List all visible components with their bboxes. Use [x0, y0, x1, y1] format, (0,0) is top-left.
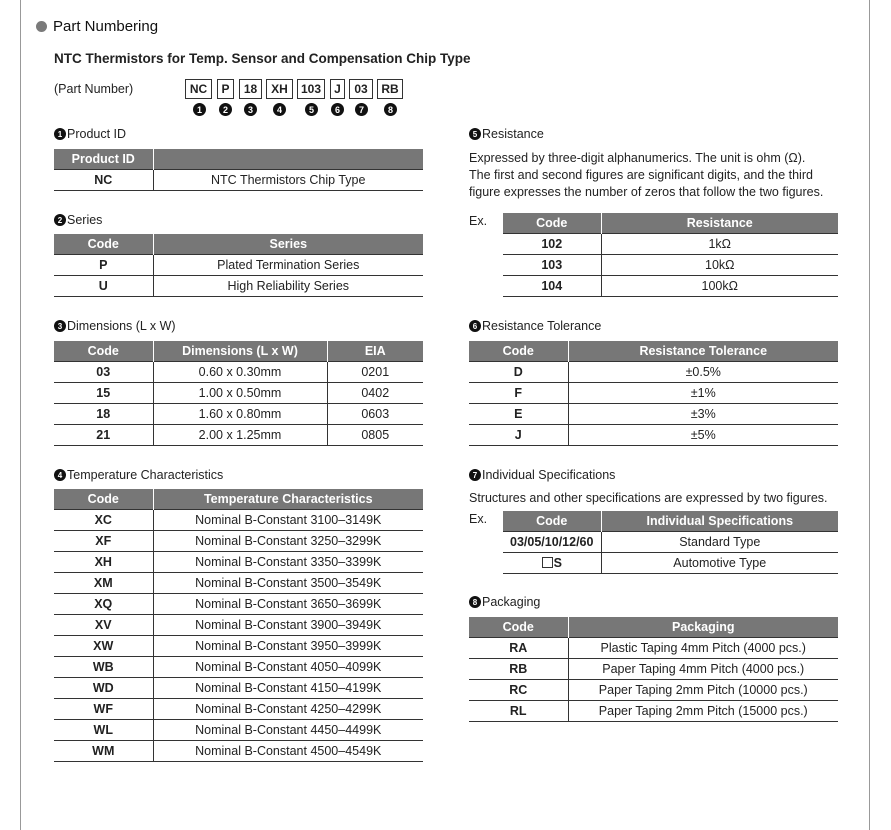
value-cell: Nominal B-Constant 3900–3949K	[153, 615, 423, 636]
value-cell: Nominal B-Constant 3650–3699K	[153, 594, 423, 615]
table-header: Resistance Tolerance	[568, 341, 838, 362]
pn-segment: J	[330, 79, 345, 99]
table-row	[54, 678, 423, 699]
table-row	[469, 638, 838, 659]
value-cell: 1.00 x 0.50mm	[153, 383, 327, 404]
value-cell: Plastic Taping 4mm Pitch (4000 pcs.)	[568, 638, 838, 659]
table-header: Code	[469, 341, 568, 362]
part-number-label: (Part Number)	[54, 82, 134, 96]
table-row	[469, 659, 838, 680]
pn-number-badge: 1	[193, 103, 206, 116]
series-table	[54, 234, 423, 297]
code-cell: 03	[54, 362, 153, 383]
table-row	[54, 276, 423, 297]
eia-cell: 0201	[327, 362, 423, 383]
code-cell: WB	[54, 657, 153, 678]
table-header	[153, 149, 423, 170]
code-cell: RL	[469, 701, 568, 722]
number-badge: 7	[469, 469, 481, 481]
pn-segment: NC	[185, 79, 212, 99]
code-cell: WL	[54, 720, 153, 741]
section-title-series: 2 Series	[54, 213, 102, 227]
table-row	[503, 553, 838, 574]
value-cell: Nominal B-Constant 4250–4299K	[153, 699, 423, 720]
code-cell: 18	[54, 404, 153, 425]
table-header: Packaging	[568, 617, 838, 638]
table-row	[54, 510, 423, 531]
table-row	[54, 720, 423, 741]
number-badge: 1	[54, 128, 66, 140]
value-cell: High Reliability Series	[153, 276, 423, 297]
table-header: Individual Specifications	[601, 511, 838, 532]
value-cell: 1kΩ	[601, 234, 838, 255]
value-cell: ±3%	[568, 404, 838, 425]
section-title-individual: 7 Individual Specifications	[469, 468, 615, 482]
code-cell: P	[54, 255, 153, 276]
table-row	[54, 170, 423, 191]
value-cell: Plated Termination Series	[153, 255, 423, 276]
value-cell: ±5%	[568, 425, 838, 446]
example-label: Ex.	[469, 214, 488, 228]
table-row	[469, 362, 838, 383]
table-header: Code	[54, 341, 153, 362]
table-header: Resistance	[601, 213, 838, 234]
code-cell: J	[469, 425, 568, 446]
eia-cell: 0603	[327, 404, 423, 425]
pn-number-badge: 6	[331, 103, 344, 116]
table-row	[54, 594, 423, 615]
section-title-resistance: 5 Resistance	[469, 127, 544, 141]
value-cell: Paper Taping 4mm Pitch (4000 pcs.)	[568, 659, 838, 680]
table-row	[54, 255, 423, 276]
table-row	[503, 255, 838, 276]
pn-number-badge: 5	[305, 103, 318, 116]
code-cell: 15	[54, 383, 153, 404]
number-badge: 5	[469, 128, 481, 140]
temperature-table	[54, 489, 423, 762]
table-header: Series	[153, 234, 423, 255]
table-header: Code	[54, 234, 153, 255]
code-cell: RC	[469, 680, 568, 701]
section-title-product-id: 1 Product ID	[54, 127, 126, 141]
section-title-dimensions: 3 Dimensions (L x W)	[54, 319, 176, 333]
table-header: Code	[54, 489, 153, 510]
number-badge: 8	[469, 596, 481, 608]
table-row	[54, 699, 423, 720]
table-row	[54, 573, 423, 594]
code-cell: 21	[54, 425, 153, 446]
eia-cell: 0402	[327, 383, 423, 404]
value-cell: Nominal B-Constant 3500–3549K	[153, 573, 423, 594]
code-cell: D	[469, 362, 568, 383]
table-row	[54, 741, 423, 762]
value-cell: ±1%	[568, 383, 838, 404]
pn-segment: 03	[349, 79, 373, 99]
code-cell: XF	[54, 531, 153, 552]
value-cell: Standard Type	[601, 532, 838, 553]
code-cell: 102	[503, 234, 601, 255]
section-title-temperature: 4 Temperature Characteristics	[54, 468, 223, 482]
table-row	[54, 636, 423, 657]
code-cell: WM	[54, 741, 153, 762]
value-cell: Nominal B-Constant 4050–4099K	[153, 657, 423, 678]
pn-number-badge: 8	[384, 103, 397, 116]
table-row	[469, 425, 838, 446]
table-row	[54, 615, 423, 636]
code-cell: RB	[469, 659, 568, 680]
resistance-description: Expressed by three-digit alphanumerics. The unit is ohm (Ω). The first and second figures are significant digits, and the third figure expresses the number of zeros that follow the two figures.	[469, 151, 824, 199]
table-row	[54, 425, 423, 446]
table-header: Temperature Characteristics	[153, 489, 423, 510]
number-badge: 3	[54, 320, 66, 332]
example-label: Ex.	[469, 512, 488, 526]
code-cell: U	[54, 276, 153, 297]
page-title-text: Part Numbering	[53, 18, 159, 35]
table-header: Code	[503, 511, 601, 532]
table-row	[503, 532, 838, 553]
value-cell: Nominal B-Constant 3100–3149K	[153, 510, 423, 531]
table-row	[469, 383, 838, 404]
table-row	[469, 404, 838, 425]
section-title-packaging: 8 Packaging	[469, 595, 540, 609]
table-row	[54, 657, 423, 678]
table-row	[54, 383, 423, 404]
individual-table	[503, 511, 838, 574]
table-row	[54, 404, 423, 425]
value-cell: 100kΩ	[601, 276, 838, 297]
value-cell: Paper Taping 2mm Pitch (15000 pcs.)	[568, 701, 838, 722]
number-badge: 4	[54, 469, 66, 481]
subtitle: NTC Thermistors for Temp. Sensor and Compensation Chip Type	[54, 51, 471, 66]
value-cell: Automotive Type	[601, 553, 838, 574]
table-row	[54, 531, 423, 552]
value-cell: Nominal B-Constant 3950–3999K	[153, 636, 423, 657]
pn-number-badge: 4	[273, 103, 286, 116]
table-row	[54, 362, 423, 383]
value-cell: ±0.5%	[568, 362, 838, 383]
dimensions-table	[54, 341, 423, 446]
value-cell: Nominal B-Constant 3350–3399K	[153, 552, 423, 573]
code-cell: XM	[54, 573, 153, 594]
code-cell: 104	[503, 276, 601, 297]
code-cell: F	[469, 383, 568, 404]
value-cell: NTC Thermistors Chip Type	[153, 170, 423, 191]
pn-number-badge: 2	[219, 103, 232, 116]
product-id-table	[54, 149, 423, 191]
eia-cell: 0805	[327, 425, 423, 446]
table-header: Dimensions (L x W)	[153, 341, 327, 362]
table-header: Code	[469, 617, 568, 638]
individual-description: Structures and other specifications are expressed by two figures.	[469, 491, 828, 505]
blank-square-icon	[542, 557, 553, 568]
table-header: Product ID	[54, 149, 153, 170]
code-cell: XH	[54, 552, 153, 573]
section-title-tolerance: 6 Resistance Tolerance	[469, 319, 601, 333]
number-badge: 2	[54, 214, 66, 226]
code-cell: WF	[54, 699, 153, 720]
table-row	[469, 701, 838, 722]
value-cell: 1.60 x 0.80mm	[153, 404, 327, 425]
code-cell: XC	[54, 510, 153, 531]
pn-segment: RB	[377, 79, 403, 99]
value-cell: Nominal B-Constant 4450–4499K	[153, 720, 423, 741]
code-cell: RA	[469, 638, 568, 659]
code-cell: 103	[503, 255, 601, 276]
code-cell: NC	[54, 170, 153, 191]
value-cell: 2.00 x 1.25mm	[153, 425, 327, 446]
table-header: EIA	[327, 341, 423, 362]
code-cell: S	[503, 553, 601, 574]
value-cell: Nominal B-Constant 4500–4549K	[153, 741, 423, 762]
resistance-table	[503, 213, 838, 297]
bullet-icon	[36, 21, 47, 32]
code-cell: XV	[54, 615, 153, 636]
code-cell: 03/05/10/12/60	[503, 532, 601, 553]
table-row	[54, 552, 423, 573]
pn-segment: 103	[297, 79, 325, 99]
code-cell: XQ	[54, 594, 153, 615]
value-cell: 0.60 x 0.30mm	[153, 362, 327, 383]
value-cell: Paper Taping 2mm Pitch (10000 pcs.)	[568, 680, 838, 701]
value-cell: 10kΩ	[601, 255, 838, 276]
pn-segment: P	[217, 79, 234, 99]
code-cell: E	[469, 404, 568, 425]
number-badge: 6	[469, 320, 481, 332]
pn-number-badge: 3	[244, 103, 257, 116]
pn-number-badge: 7	[355, 103, 368, 116]
packaging-table	[469, 617, 838, 722]
table-row	[469, 680, 838, 701]
tolerance-table	[469, 341, 838, 446]
page-title	[36, 18, 158, 35]
value-cell: Nominal B-Constant 4150–4199K	[153, 678, 423, 699]
code-cell: WD	[54, 678, 153, 699]
pn-segment: XH	[266, 79, 293, 99]
value-cell: Nominal B-Constant 3250–3299K	[153, 531, 423, 552]
table-header: Code	[503, 213, 601, 234]
code-cell: XW	[54, 636, 153, 657]
table-row	[503, 276, 838, 297]
table-row	[503, 234, 838, 255]
pn-segment: 18	[239, 79, 262, 99]
